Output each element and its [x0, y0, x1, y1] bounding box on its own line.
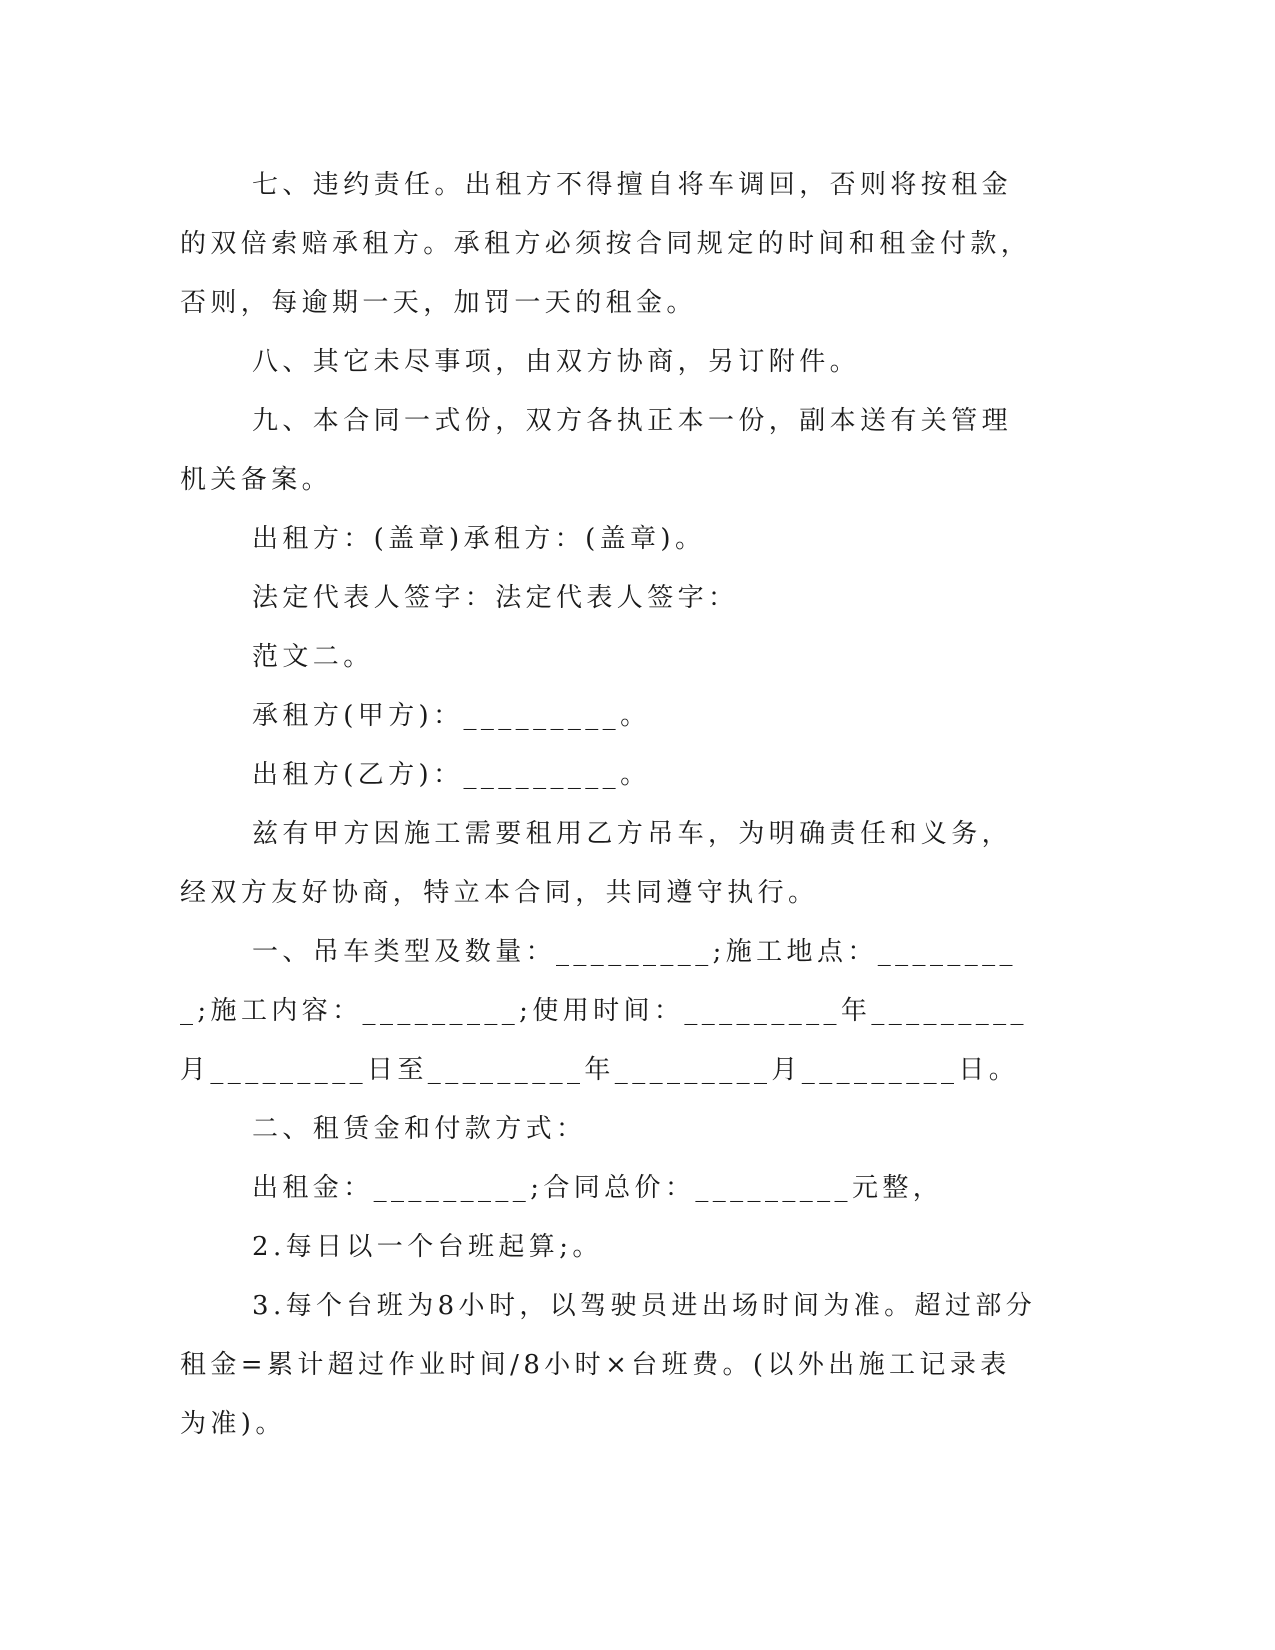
paragraph-other-matters: 八、其它未尽事项，由双方协商，另订附件。 [252, 347, 861, 377]
paragraph-seal-line: 出租方：(盖章)承租方：(盖章)。 [252, 524, 706, 554]
paragraph-lessor-party-b: 出租方(乙方)：_________。 [252, 760, 651, 790]
paragraph-contract-copies: 九、本合同一式份，双方各执正本一份，副本送有关管理机关备案。 [180, 406, 1013, 495]
paragraph-lessee-party-a: 承租方(甲方)：_________。 [252, 701, 651, 731]
paragraph-rent-amount: 出租金：_________;合同总价：_________元整， [252, 1173, 944, 1203]
paragraph-signature-line: 法定代表人签字：法定代表人签字： [252, 583, 739, 613]
document-body [180, 156, 1040, 1454]
paragraph-daily-shift: 2.每日以一个台班起算;。 [252, 1232, 603, 1262]
paragraph-sample-two-heading: 范文二。 [252, 642, 374, 672]
paragraph-shift-hours: 3.每个台班为8小时，以驾驶员进出场时间为准。超过部分租金=累计超过作业时间/8小时×台班费。(以外出施工记录表为准)。 [180, 1291, 1037, 1439]
paragraph-crane-type-quantity: 一、吊车类型及数量：_________;施工地点：_________;施工内容：_________;使用时间：_________年_________月_________日至_________年_________月_________日。 [180, 937, 1028, 1085]
paragraph-breach-liability: 七、违约责任。出租方不得擅自将车调回，否则将按租金的双倍索赔承租方。承租方必须按合同规定的时间和租金付款，否则，每逾期一天，加罚一天的租金。 [180, 170, 1032, 318]
paragraph-preamble: 兹有甲方因施工需要租用乙方吊车，为明确责任和义务，经双方友好协商，特立本合同，共同遵守执行。 [180, 819, 1013, 908]
paragraph-rent-payment-heading: 二、租赁金和付款方式： [252, 1114, 587, 1144]
